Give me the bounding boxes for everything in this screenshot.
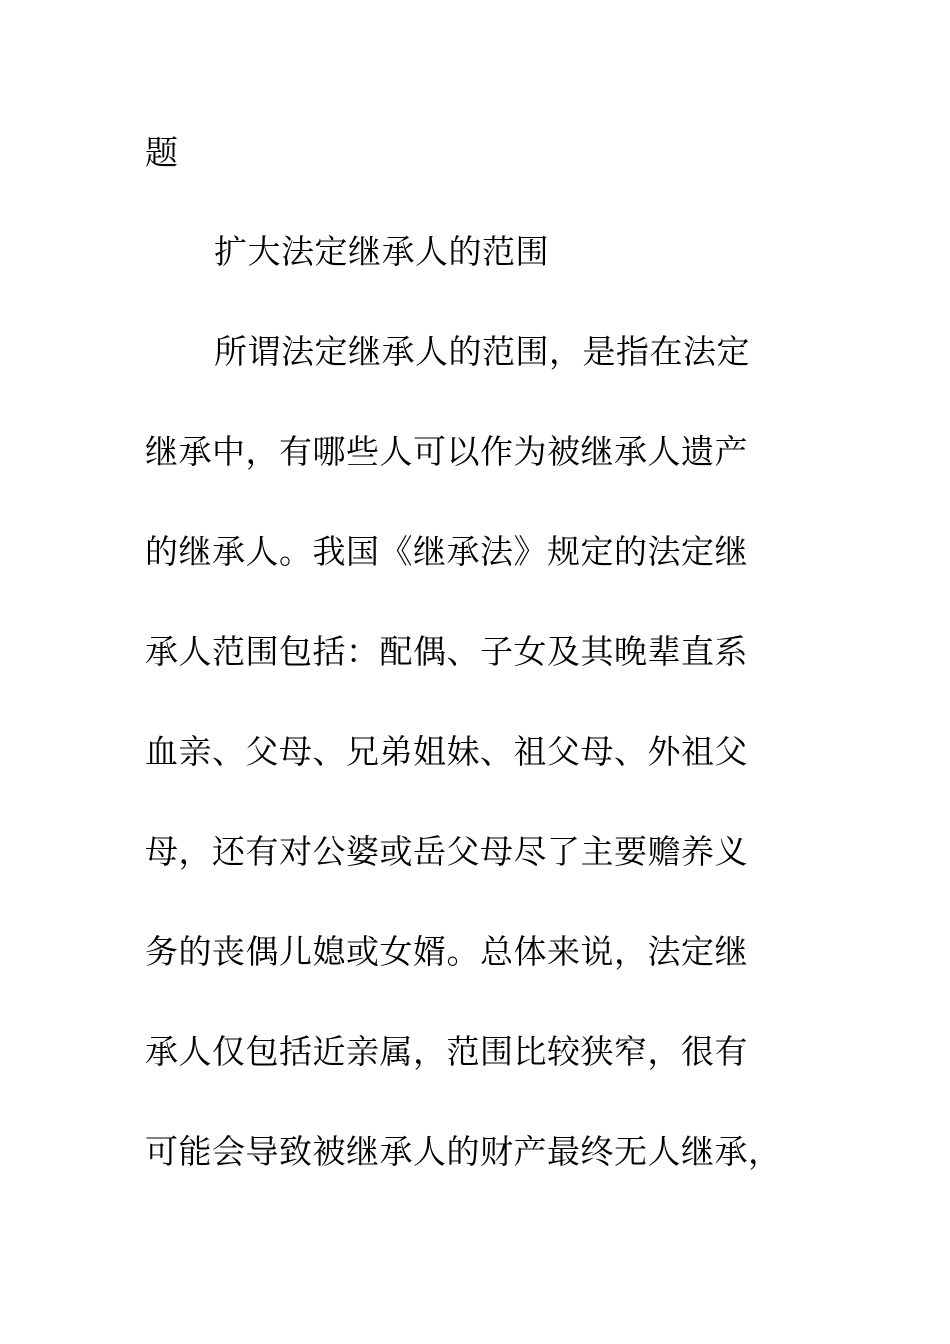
text-line-11: 可能会导致被继承人的财产最终无人继承， xyxy=(145,1132,782,1171)
text-line-8: 母，还有对公婆或岳父母尽了主要赡养义 xyxy=(145,832,748,871)
text-line-9: 务的丧偶儿媳或女婿。总体来说，法定继 xyxy=(145,932,748,971)
text-line-10: 承人仅包括近亲属，范围比较狭窄，很有 xyxy=(145,1032,748,1071)
text-line-4: 继承中，有哪些人可以作为被继承人遗产 xyxy=(145,432,748,471)
text-line-3: 所谓法定继承人的范围，是指在法定 xyxy=(214,332,750,371)
text-line-1: 题 xyxy=(145,133,179,172)
text-line-5: 的继承人。我国《继承法》规定的法定继 xyxy=(145,532,748,571)
text-line-6: 承人范围包括：配偶、子女及其晚辈直系 xyxy=(145,632,748,671)
text-line-7: 血亲、父母、兄弟姐妹、祖父母、外祖父 xyxy=(145,732,748,771)
section-heading: 扩大法定继承人的范围 xyxy=(214,232,549,271)
